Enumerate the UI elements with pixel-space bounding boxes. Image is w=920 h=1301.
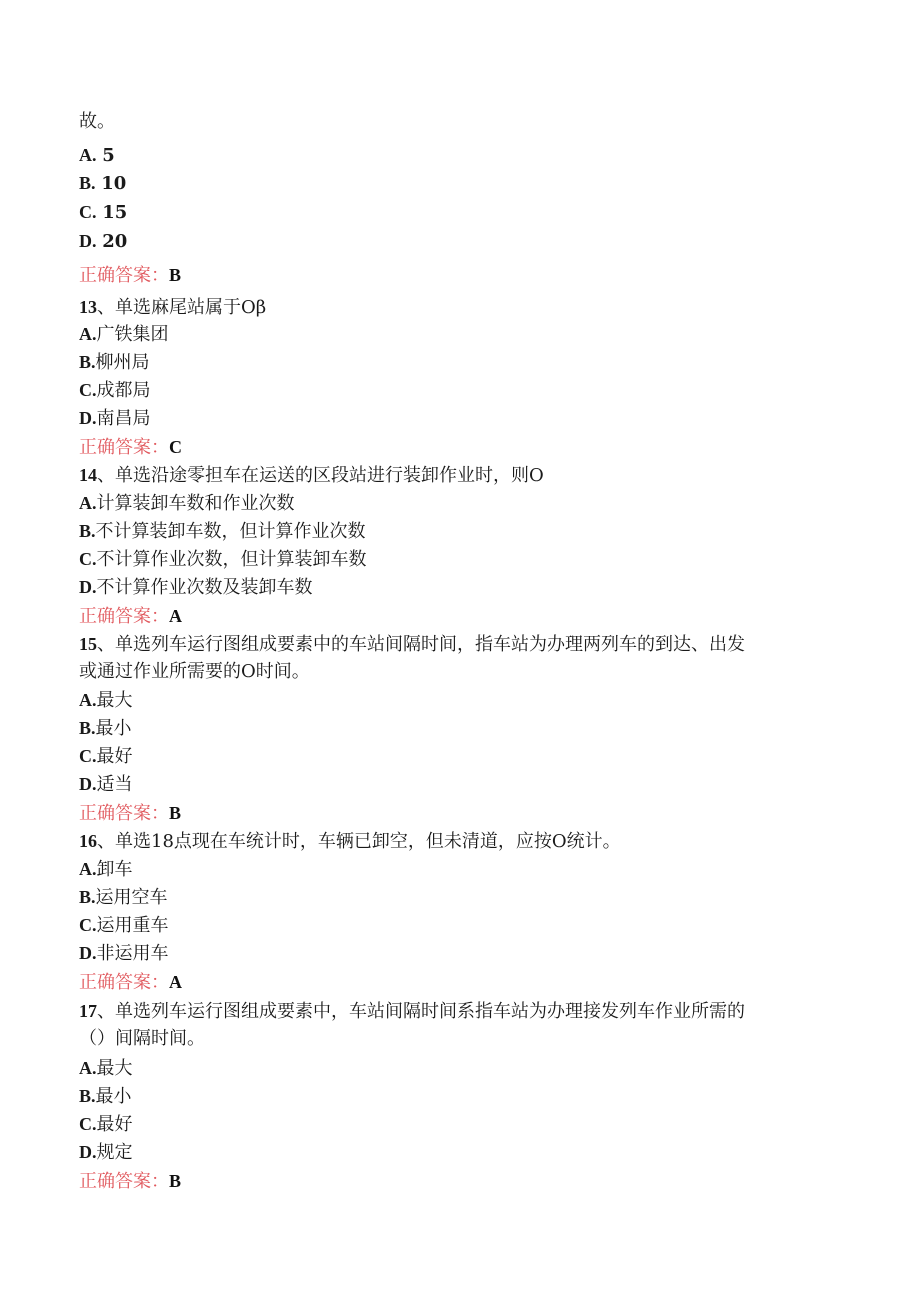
option-b: B.运用空车 (79, 887, 168, 908)
option-c: C. 15 (79, 202, 128, 223)
option-d: D.规定 (79, 1142, 133, 1163)
question-17: 17、单选列车运行图组成要素中，车站间隔时间系指车站为办理接发列车作业所需的 (79, 1001, 745, 1022)
option-a: A.最大 (79, 690, 133, 711)
answer-label: 正确答案： (79, 972, 169, 993)
option-d: D.非运用车 (79, 943, 169, 964)
option-c: C.不计算作业次数，但计算装卸车数 (79, 549, 367, 570)
option-b: B. 10 (79, 173, 127, 194)
option-c: C.运用重车 (79, 915, 169, 936)
answer-label: 正确答案： (79, 1171, 169, 1192)
option-b: B.最小 (79, 718, 132, 739)
option-a: A.计算装卸车数和作业次数 (79, 493, 295, 514)
answer-value: B (169, 1171, 182, 1191)
question-17-line-2: （）间隔时间。 (79, 1028, 205, 1049)
answer-label: 正确答案： (79, 265, 169, 286)
option-d: D.南昌局 (79, 408, 151, 429)
answer-label: 正确答案： (79, 803, 169, 824)
answer-value: C (169, 437, 182, 457)
answer-line (79, 970, 830, 995)
answer-line (79, 604, 830, 629)
question-16: 16、单选18点现在车统计时，车辆已卸空，但未清道，应按O统计。 (79, 831, 621, 852)
option-d: D.适当 (79, 774, 133, 795)
answer-value: A (169, 972, 182, 992)
answer-line (79, 263, 830, 288)
answer-value: A (169, 606, 182, 626)
option-c: C.成都局 (79, 380, 151, 401)
question-continuation: 故。 (79, 111, 115, 132)
question-14: 14、单选沿途零担车在运送的区段站进行装卸作业时，则O (79, 465, 544, 486)
option-a: A. 5 (79, 145, 115, 166)
option-a: A.卸车 (79, 859, 133, 880)
question-15: 15、单选列车运行图组成要素中的车站间隔时间，指车站为办理两列车的到达、出发 (79, 634, 745, 655)
option-c: C.最好 (79, 1114, 133, 1135)
answer-line (79, 1169, 830, 1194)
answer-label: 正确答案： (79, 606, 169, 627)
option-c: C.最好 (79, 746, 133, 767)
answer-line (79, 435, 830, 460)
option-b: B.不计算装卸车数，但计算作业次数 (79, 521, 366, 542)
option-d: D.不计算作业次数及装卸车数 (79, 577, 313, 598)
answer-value: B (169, 265, 182, 285)
question-13: 13、单选麻尾站属于Oβ (79, 297, 267, 318)
answer-value: B (169, 803, 182, 823)
option-a: A.最大 (79, 1058, 133, 1079)
option-d: D. 20 (79, 231, 128, 252)
answer-line (79, 801, 830, 826)
option-a: A.广铁集团 (79, 324, 169, 345)
option-b: B.柳州局 (79, 352, 150, 373)
question-15-line-2: 或通过作业所需要的O时间。 (79, 661, 310, 682)
answer-label: 正确答案： (79, 437, 169, 458)
option-b: B.最小 (79, 1086, 132, 1107)
